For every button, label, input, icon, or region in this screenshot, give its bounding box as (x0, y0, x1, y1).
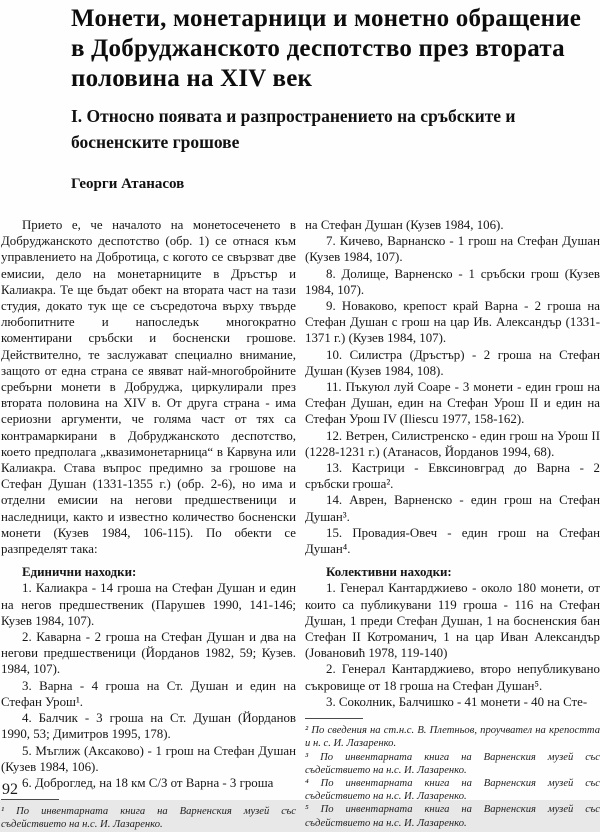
list-item: 1. Калиакра - 14 гроша на Стефан Душан и един на негов предшественик (Парушев 1990, 141-146; Кузев 1984, 107). (1, 581, 296, 628)
article-header (0, 0, 600, 193)
continuation-paragraph: на Стефан Душан (Кузев 1984, 106). (305, 218, 504, 232)
footnote: ² По сведения на ст.н.с. В. Плетньов, проучвател на крепостта и н. с. И. Лазаренко. (305, 725, 600, 750)
author-name: Георги Атанасов (71, 176, 185, 192)
footnote: ⁵ По инвентарната книга на Варненския музей със съдействието на н.с. И. Лазаренко. (305, 804, 600, 829)
list-item: 9. Новаково, крепост край Варна - 2 гроша на Стефан Душан с грош на цар Ив. Александър (1331-1371 г.) (Кузев 1984, 107). (305, 299, 600, 346)
left-column (1, 217, 296, 832)
section-heading-collective-finds: Колективни находки: (326, 565, 452, 580)
text-columns (0, 217, 600, 832)
list-item: 10. Силистра (Дръстър) - 2 гроша на Стефан Душан (Кузев 1984, 108). (305, 347, 600, 378)
list-item: 11. Пъкуюл луй Соаре - 3 монети - един грош на Стефан Душан, един на Стефан Урош II и един на Стефан Урош IV (Iliescu 1977, 158-162). (305, 380, 600, 427)
right-footnote-block (305, 718, 600, 830)
list-item: 2. Генерал Кантарджиево, второ непубликувано съкровище от 18 гроша на Стефан Душан⁵. (305, 662, 600, 693)
section-heading-single-finds: Единични находки: (22, 565, 137, 580)
left-footnote-block (1, 799, 296, 831)
list-item: 3. Варна - 4 гроша на Ст. Душан и един на Стефан Урош¹. (1, 678, 296, 709)
list-item: 7. Кичево, Варнанско - 1 грош на Стефан Душан (Кузев 1984, 107). (305, 234, 600, 265)
list-item: 4. Балчик - 3 гроша на Ст. Душан (Йорданов 1990, 53; Димитров 1995, 178). (1, 711, 296, 742)
page-subtitle: I. Относно появата и разпространението на сръбските и босненските грошове (71, 106, 516, 152)
right-column (305, 217, 600, 832)
list-item: 3. Соколник, Балчишко - 41 монети - 40 на Сте- (326, 694, 588, 709)
page-number: 92 (2, 781, 18, 798)
list-item: 14. Аврен, Варненско - един грош на Стефан Душан³. (305, 493, 600, 524)
list-item: 13. Кастрици - Евксиновград до Варна - 2 сръбски гроша². (305, 461, 600, 492)
list-item: 8. Долище, Варненско - 1 сръбски грош (Кузев 1984, 107). (305, 266, 600, 297)
intro-paragraph: Прието е, че началото на монетосеченето в Добруджанското деспотство (обр. 1) се отнася към управлението на Добротица, с когото се свързват две емисии, дело на монетарниците в Дръстър и Калиакра. Те ще бъдат обект на втората част на тази студия, докато тук ще се съсредоточа върху твърде любопитните и напоследък многократно коментирани сръбски и босненски грошове. Действително, те заслужават специално внимание, защото от една страна се явяват най-многобройните сребърни монети в Добруджа, циркулирали през втората половина на XIV в. От друга страна - има сериозни аргументи, че голяма част от тях са контрамаркирани в Добруджанското деспотство, което предполага „квазимонетарница“ в Карвуна или Калиакра. Става въпрос предимно за грошове на Стефан Душан (1331-1355 г.) (обр. 2-6), но има и отделни емисии на негови предшественици и наследници, както и известно количество босненски монети (Кузев 1984, 106-115). По обекти се разпределят така: (1, 218, 296, 557)
list-item: 6. Доброглед, на 18 км С/З от Варна - 3 гроша (22, 775, 274, 790)
footnote: ⁴ По инвентарната книга на Варненския музей със съдействието на н.с. И. Лазаренко. (305, 777, 600, 803)
list-item: 12. Ветрен, Силистренско - един грош на Урош II (1228-1231 г.) (Атанасов, Йорданов 1994, 68). (305, 428, 600, 459)
footnote: ³ По инвентарната книга на Варненския музей със съдействието на н.с. И. Лазаренко. (305, 751, 600, 776)
footnote-separator (305, 718, 363, 719)
list-item: 1. Генерал Кантарджиево - около 180 монети, от които са публикувани 119 гроша - 116 на Стефан Душан, 1 преди Стефан Душан, 1 на босненския бан Стефан II Котроманич, 1 на цар Иван Александър (Јовановић 1978, 119-140) (305, 581, 600, 661)
list-item: 15. Провадия-Овеч - един грош на Стефан Душан⁴. (305, 525, 600, 557)
list-item: 2. Каварна - 2 гроша на Стефан Душан и два на негови предшественици (Йорданов 1982, 59; Кузев. 1984, 107). (1, 630, 296, 677)
footnote: ¹ По инвентарната книга на Варненския музей със съдействието на н.с. И. Лазаренко. (1, 806, 296, 831)
footnote-separator (1, 799, 59, 800)
page-title: Монети, монетарници и монетно обращение в Добруджанското деспотство през втората половина на XIV век (71, 5, 582, 92)
list-item: 5. Мъглиж (Аксаково) - 1 грош на Стефан Душан (Кузев 1984, 106). (1, 743, 296, 774)
